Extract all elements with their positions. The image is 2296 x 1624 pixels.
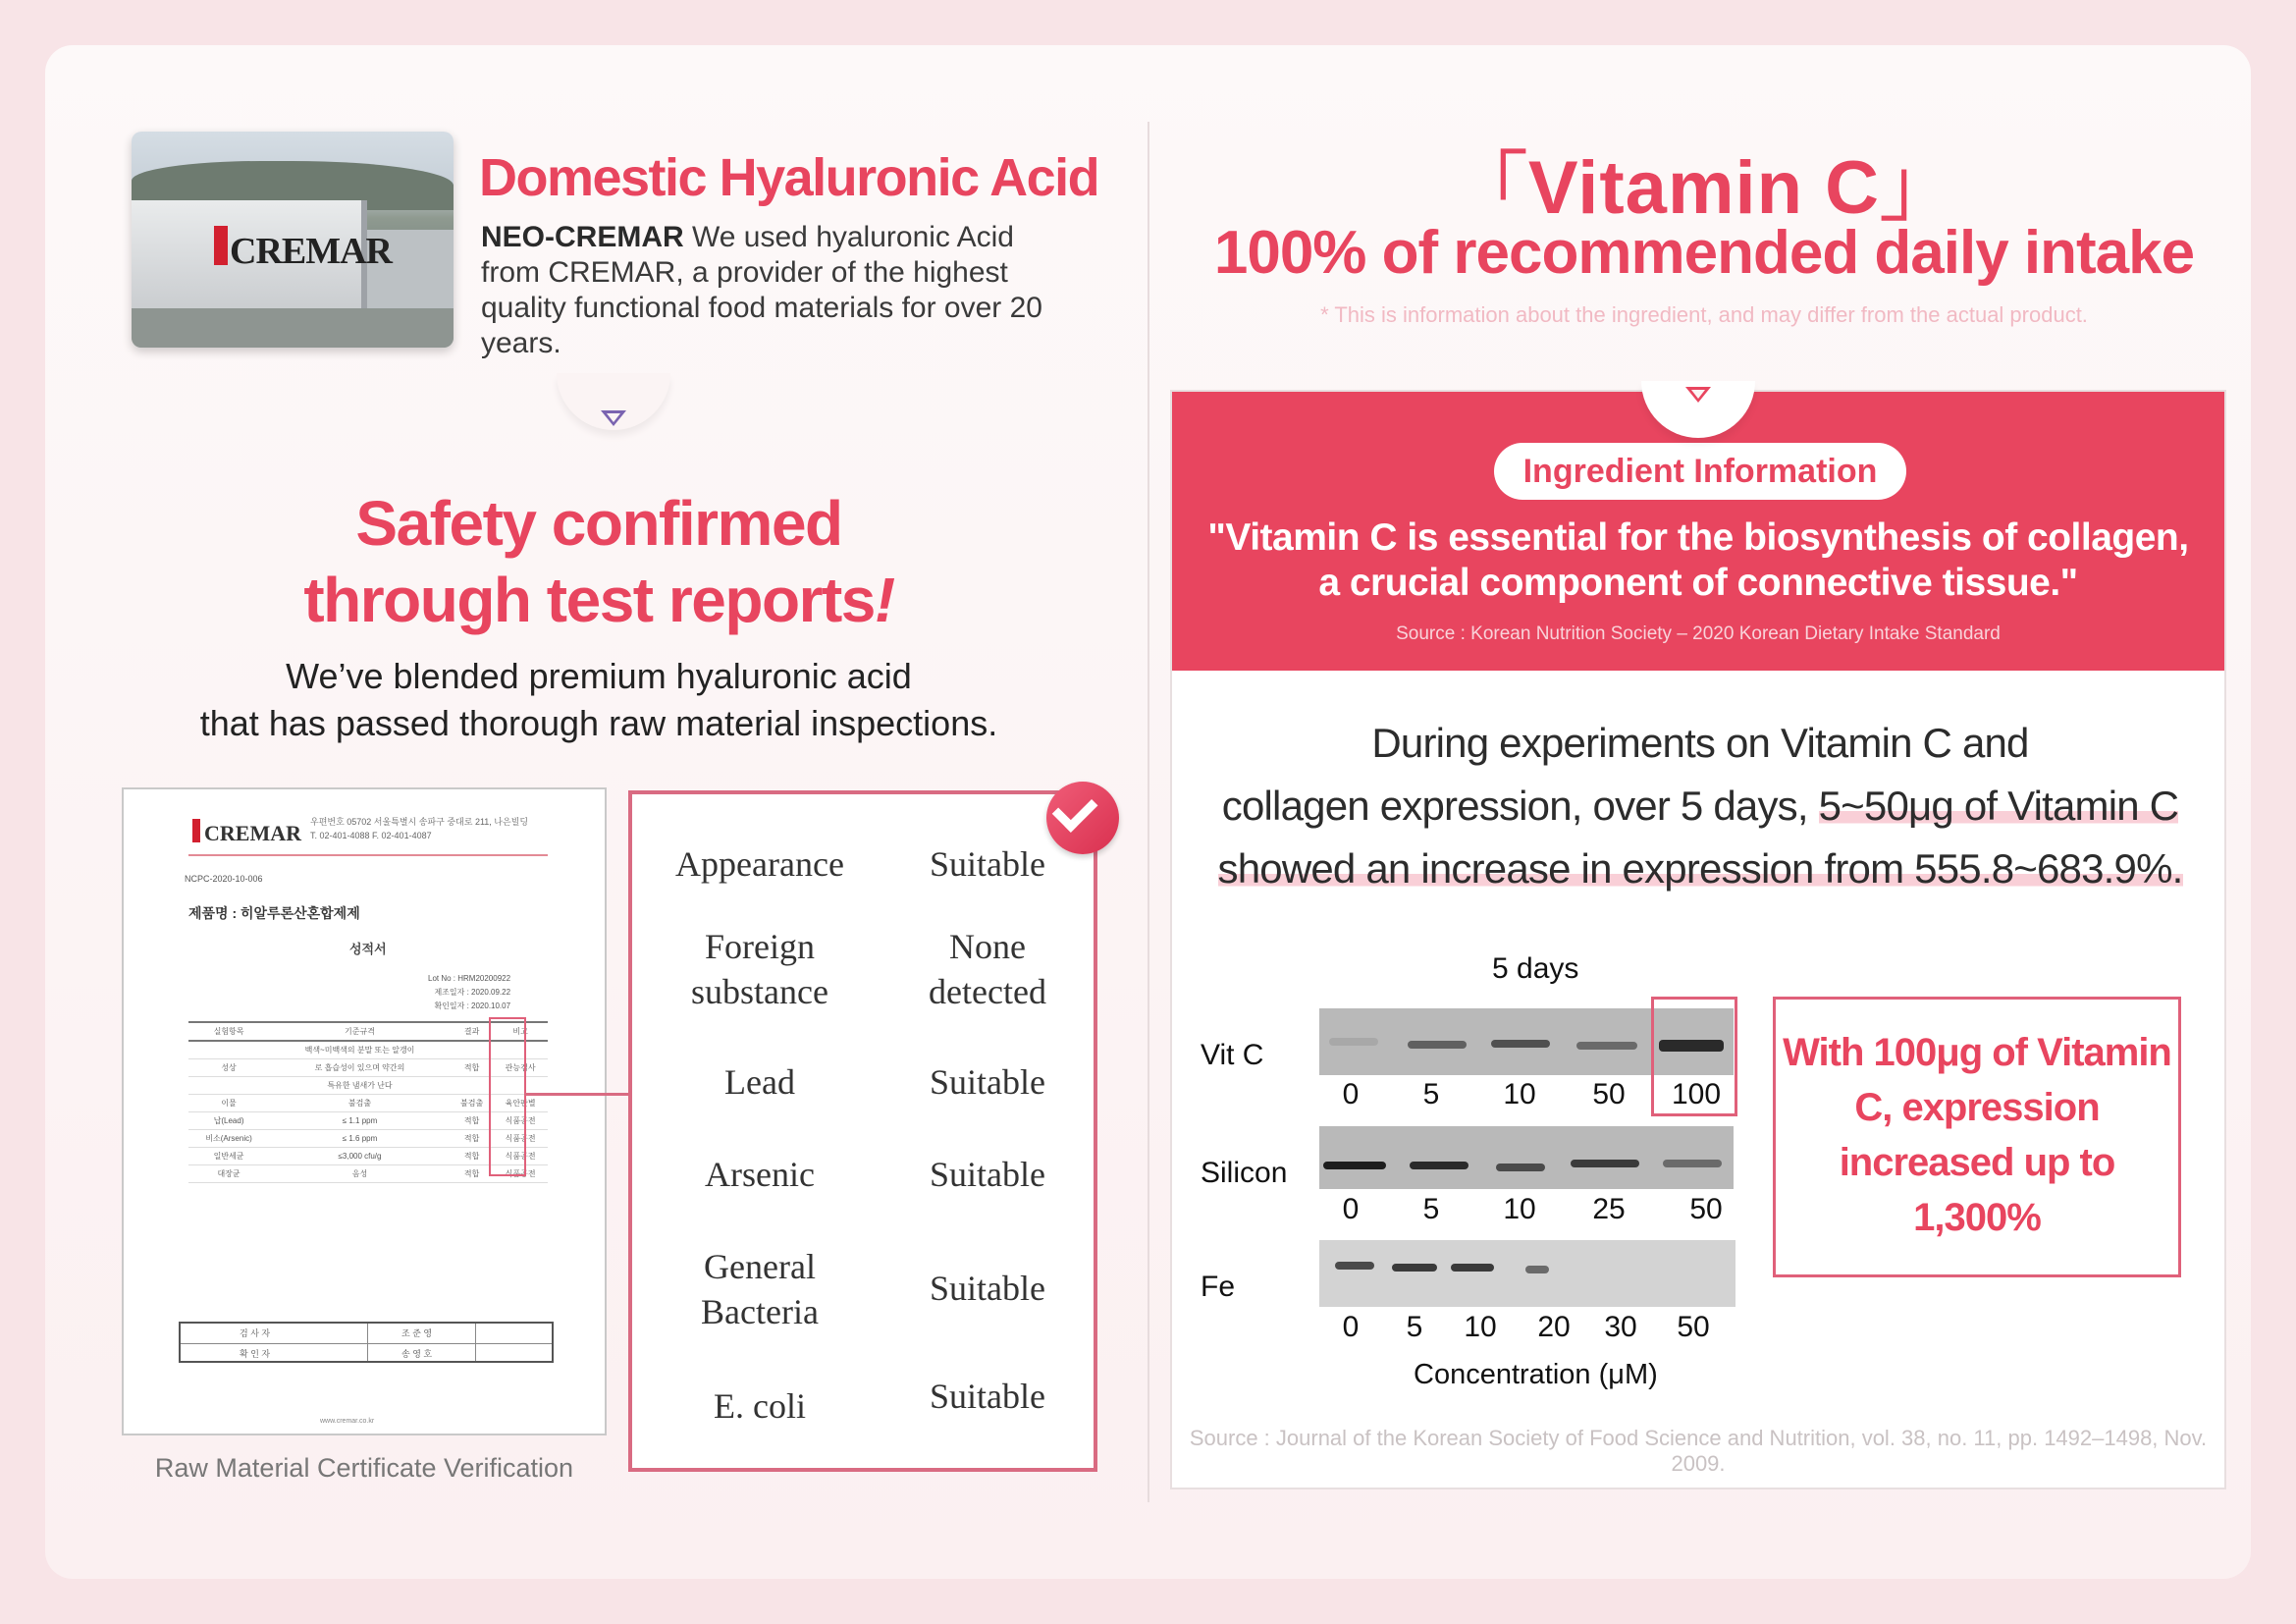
certificate-caption: Raw Material Certificate Verification <box>154 1453 574 1483</box>
certificate-table: 실험항목 기준규격 결과 비고 백색~미백색의 분말 또는 알갱이 성상 로 흡습성이 있으며 약간의 적합 관능검사 특유한 냄새가 난다 이물 불검출 불검출 육안판별 납(Lead) ≤ 1.1 ppm 적합 식품공전 비소(Arsenic) ≤ 1.6 ppm 적합 식품공전 일반세균 ≤3,000 cfu/g 적합 식품공전 대장균 음성 적합 식품공전 <box>188 1021 548 1183</box>
safety-title <box>177 485 1021 638</box>
hyaluronic-description <box>481 220 1070 361</box>
certificate-highlight-box <box>489 1017 526 1176</box>
certificate-footer: www.cremar.co.kr <box>320 1418 375 1425</box>
vitamin-c-title: 「Vitamin C」 <box>1452 146 1956 230</box>
ingredient-information-pill: Ingredient Information <box>1494 443 1906 500</box>
checkmark-icon <box>1046 782 1119 854</box>
connector-line <box>525 1093 631 1096</box>
days-label: 5 days <box>1492 952 1579 985</box>
certificate-product: 제품명 : 히알루론산혼합제제 <box>188 905 360 921</box>
certificate-signature-box: 검 사 자 확 인 자 조 준 영 송 영 호 <box>179 1322 554 1363</box>
test-results-box: Appearance Suitable Foreign substance None detected Lead Suitable Arsenic Suitable General Bacteria Suitable E. coli Suitable <box>628 790 1097 1472</box>
certificate-address: 우편번호 05702 서울특별시 송파구 중대로 211, 나은빌딩 T. 02-401-4088 F. 02-401-4087 <box>310 817 529 840</box>
hyaluronic-title: Domestic Hyaluronic Acid <box>479 148 1099 207</box>
brand-name: NEO-CREMAR <box>481 221 684 253</box>
concentration-label: Concentration (μM) <box>1414 1359 1658 1390</box>
safety-subtitle-line1: We’ve blended premium hyaluronic acid <box>286 656 912 696</box>
blot-fe <box>1319 1240 1735 1307</box>
factory-photo <box>132 132 454 348</box>
blot-row-label: Silicon <box>1201 1157 1288 1189</box>
experiment-text: During experiments on Vitamin C and collagen expression, over 5 days, 5~50μg of Vitamin C showed an increase in expression from 555.8~683.9%. <box>1217 720 2183 892</box>
description-text: We used hyaluronic Acid from CREMAR, a provider of the highest quality functional food materials for over 20 years. <box>481 221 1042 359</box>
vitamin-c-subtitle: 100% of recommended daily intake <box>1213 219 2195 287</box>
certificate-doc-no: NCPC-2020-10-006 <box>185 874 263 884</box>
ingredient-quote: "Vitamin C is essential for the biosynthesis of collagen, a crucial component of connective tissue." <box>1207 516 2189 604</box>
triangle-down-icon <box>1685 387 1711 403</box>
certificate-image <box>122 787 607 1435</box>
certificate-meta: Lot No : HRM20200922 제조일자 : 2020.09.22 확인일자 : 2020.10.07 <box>428 974 511 1010</box>
journal-source: Source : Journal of the Korean Society of Food Science and Nutrition, vol. 38, no. 11, pp. 1492–1498, Nov. 2009. <box>1189 1426 2208 1476</box>
triangle-down-icon <box>601 410 626 426</box>
center-divider <box>1148 122 1149 1502</box>
disclaimer-note: * This is information about the ingredient, and may differ from the actual product. <box>1320 302 2088 327</box>
safety-subtitle-line2: that has passed thorough raw material inspections. <box>199 703 998 743</box>
blot-row-label: Fe <box>1201 1271 1236 1303</box>
certificate-logo: CREMAR <box>204 821 301 845</box>
expression-highlight-box: With 100μg of Vitamin C, expression increased up to 1,300% <box>1773 997 2181 1277</box>
blot-silicon <box>1319 1126 1734 1189</box>
safety-title-line2: through test reports! <box>303 565 894 635</box>
blot-row-label: Vit C <box>1201 1039 1264 1071</box>
safety-subtitle <box>147 653 1050 747</box>
certificate-title: 성적서 <box>349 942 387 956</box>
quote-source: Source : Korean Nutrition Society – 2020 Korean Dietary Intake Standard <box>1396 623 2001 644</box>
factory-logo-text: CREMAR <box>230 231 392 272</box>
safety-title-line1: Safety confirmed <box>355 488 842 559</box>
blot-highlight-box <box>1651 997 1737 1116</box>
